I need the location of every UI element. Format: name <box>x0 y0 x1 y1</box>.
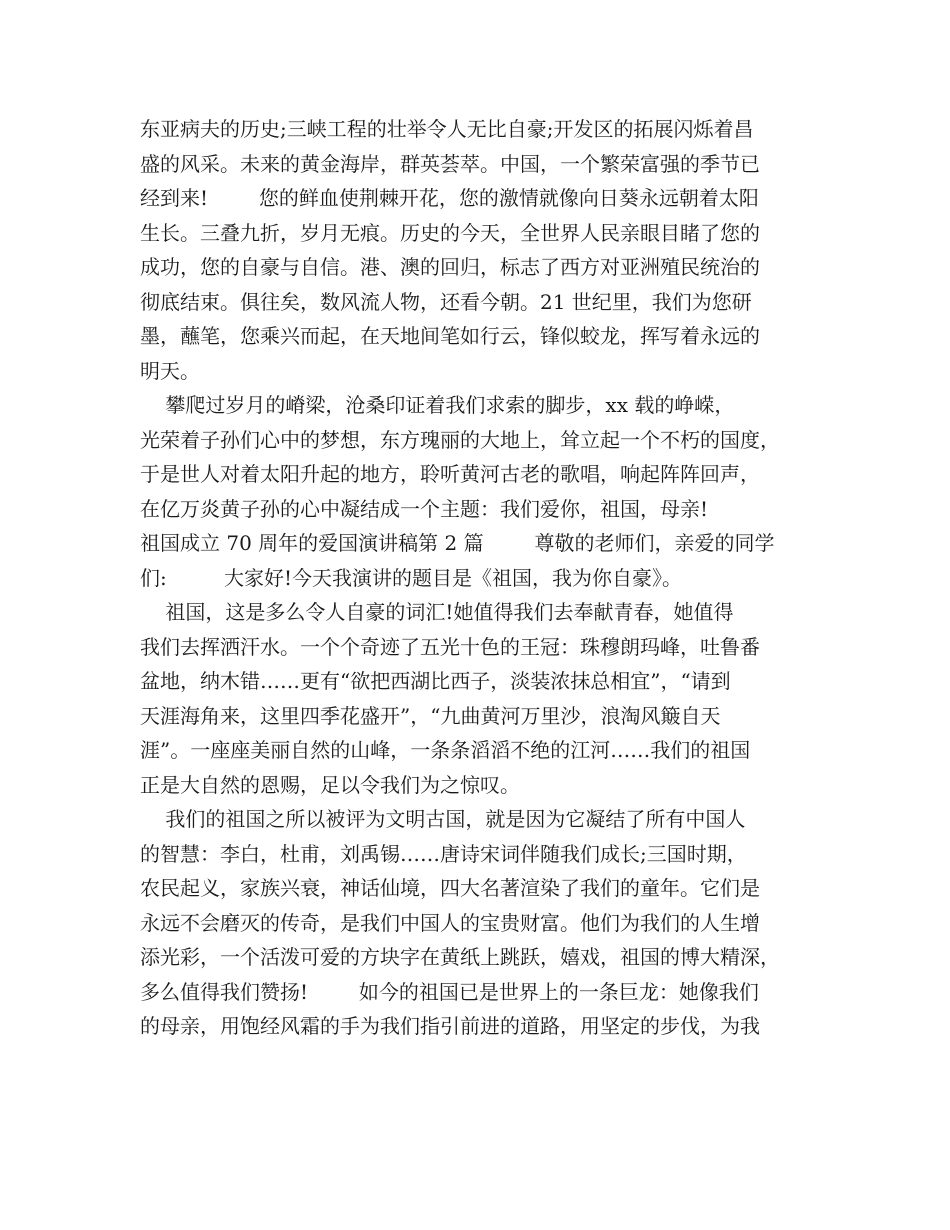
text-line: 天涯海角来，这里四季花盛开”，“九曲黄河万里沙，浪淘风簸自天 <box>140 703 721 728</box>
text-line: 的智慧：李白，杜甫，刘禹锡……唐诗宋词伴随我们成长;三国时期， <box>140 841 747 866</box>
text-line: 经到来! 您的鲜血使荆棘开花，您的激情就像向日葵永远朝着太阳 <box>140 186 759 210</box>
text-line: 盆地，纳木错……更有“欲把西湖比西子，淡装浓抹总相宜”，“请到 <box>140 669 731 693</box>
text-line: 我们的祖国之所以被评为文明古国，就是因为它凝结了所有中国人 <box>140 807 746 831</box>
text-line: 东亚病夫的历史;三峡工程的壮举令人无比自豪;开发区的拓展闪烁着昌 <box>140 117 754 141</box>
text-line: 盛的风采。未来的黄金海岸，群英荟萃。中国，一个繁荣富强的季节已 <box>140 151 760 176</box>
text-line: 光荣着子孙们心中的梦想，东方瑰丽的大地上，耸立起一个不朽的国度， <box>140 427 780 452</box>
text-line: 祖国成立 70 周年的爱国演讲稿第 2 篇 尊敬的老师们，亲爱的同学 <box>140 531 775 555</box>
text-line: 墨，蘸笔，您乘兴而起，在天地间笔如行云，锋似蛟龙，挥写着永远的 <box>140 324 760 348</box>
text-line: 农民起义，家族兴衰，神话仙境，四大名著渲染了我们的童年。它们是 <box>140 876 760 900</box>
text-line: 在亿万炎黄子孙的心中凝结成一个主题：我们爱你，祖国，母亲! <box>140 496 709 521</box>
text-line: 成功，您的自豪与自信。港、澳的回归，标志了西方对亚洲殖民统治的 <box>140 255 760 279</box>
text-line: 我们去挥洒汗水。一个个奇迹了五光十色的王冠：珠穆朗玛峰，吐鲁番 <box>140 634 760 659</box>
text-line: 生长。三叠九折，岁月无痕。历史的今天，全世界人民亲眼目睹了您的 <box>140 220 760 245</box>
text-line: 祖国，这是多么令人自豪的词汇!她值得我们去奉献青春，她值得 <box>140 600 734 624</box>
text-line: 永远不会磨灭的传奇，是我们中国人的宝贵财富。他们为我们的人生增 <box>140 910 760 935</box>
text-line: 正是大自然的恩赐，足以令我们为之惊叹。 <box>140 772 520 797</box>
text-line: 的母亲，用饱经风霜的手为我们指引前进的道路，用坚定的步伐，为我 <box>140 1014 760 1038</box>
text-line: 于是世人对着太阳升起的地方，聆听黄河古老的歌唱，响起阵阵回声， <box>140 462 760 486</box>
text-line: 涯”。一座座美丽自然的山峰，一条条滔滔不绝的江河……我们的祖国 <box>140 738 751 762</box>
text-line: 彻底结束。俱往矣，数风流人物，还看今朝。21 世纪里，我们为您研 <box>140 289 752 314</box>
text-line: 多么值得我们赞扬! 如今的祖国已是世界上的一条巨龙：她像我们 <box>140 979 759 1004</box>
text-line: 攀爬过岁月的嵴梁，沧桑印证着我们求索的脚步，xx 载的峥嵘， <box>140 393 735 417</box>
text-line: 明天。 <box>140 358 200 383</box>
text-line: 们: 大家好!今天我演讲的题目是《祖国，我为你自豪》。 <box>140 565 682 590</box>
text-line: 添光彩，一个活泼可爱的方块字在黄纸上跳跃，嬉戏，祖国的博大精深， <box>140 945 780 969</box>
document-body <box>140 112 830 1044</box>
